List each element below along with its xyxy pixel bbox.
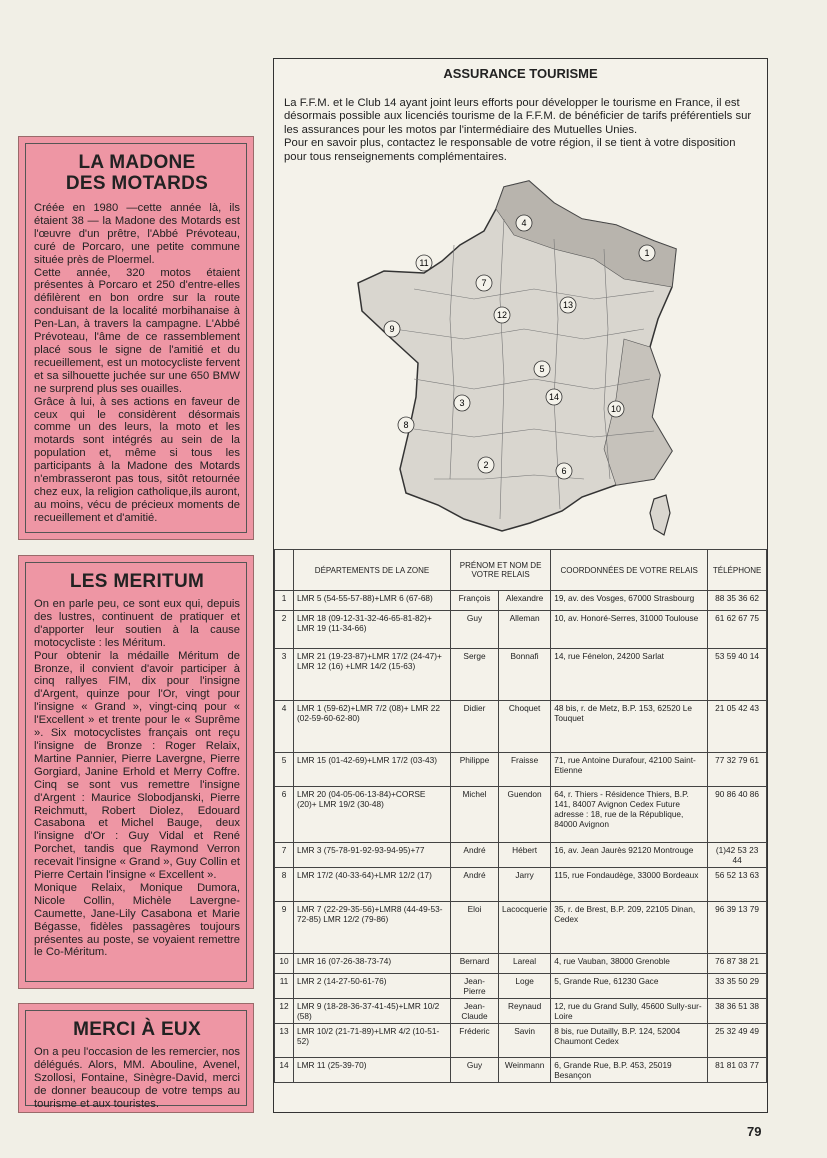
header-departements: DÉPARTEMENTS DE LA ZONE — [294, 550, 451, 591]
prenom-cell: André — [451, 868, 499, 902]
assurance-panel — [273, 58, 768, 1113]
header-relais: PRÉNOM ET NOM DE VOTRE RELAIS — [451, 550, 551, 591]
merci-paragraph: On a peu l'occasion de les remercier, nos délégués. Alors, MM. Abouline, Avenel, Szollosi, Fontaine, Sinègre-David, merci de donner beaucoup de votre temps au tourisme et aux touristes. — [34, 1046, 240, 1110]
prenom-cell: Philippe — [451, 753, 499, 787]
table-row — [275, 1024, 767, 1058]
meritum-paragraph: On en parle peu, ce sont eux qui, depuis des lustres, continuent de pratiquer et d'apporter leur soutien à la cause motocycliste : les Méritum. — [34, 598, 240, 649]
zone-cell: LMR 18 (09-12-31-32-46-65-81-82)+ LMR 19 (11-34-66) — [294, 611, 451, 649]
prenom-cell: Bernard — [451, 954, 499, 974]
row-number: 5 — [275, 753, 294, 787]
table-row — [275, 753, 767, 787]
row-number: 8 — [275, 868, 294, 902]
nom-cell: Weinmann — [498, 1058, 550, 1083]
region-number-label: 7 — [481, 278, 487, 288]
tel-cell: (1)42 53 23 44 — [708, 843, 767, 868]
tel-cell: 77 32 79 61 — [708, 753, 767, 787]
table-row — [275, 591, 767, 611]
row-number: 3 — [275, 649, 294, 701]
adresse-cell: 19, av. des Vosges, 67000 Strasbourg — [551, 591, 708, 611]
table-row — [275, 868, 767, 902]
zone-cell: LMR 21 (19-23-87)+LMR 17/2 (24-47)+ LMR 12 (16) +LMR 14/2 (15-63) — [294, 649, 451, 701]
nom-cell: Lareal — [498, 954, 550, 974]
header-coordonnees: COORDONNÉES DE VOTRE RELAIS — [551, 550, 708, 591]
nom-cell: Jarry — [498, 868, 550, 902]
zone-cell: LMR 11 (25-39-70) — [294, 1058, 451, 1083]
zone-cell: LMR 5 (54-55-57-88)+LMR 6 (67-68) — [294, 591, 451, 611]
prenom-cell: Didier — [451, 701, 499, 753]
adresse-cell: 71, rue Antoine Durafour, 42100 Saint-Etienne — [551, 753, 708, 787]
table-row — [275, 649, 767, 701]
zone-cell: LMR 17/2 (40-33-64)+LMR 12/2 (17) — [294, 868, 451, 902]
prenom-cell: André — [451, 843, 499, 868]
zone-cell: LMR 20 (04-05-06-13-84)+CORSE (20)+ LMR 19/2 (30-48) — [294, 787, 451, 843]
table-row — [275, 701, 767, 753]
nom-cell: Reynaud — [498, 999, 550, 1024]
meritum-paragraph: Monique Relaix, Monique Dumora, Nicole Collin, Michèle Lavergne-Caumette, Jane-Lily Casabona et Marie Bégasse, fidèles passagères toujours présentes au poste, se voyaient remettre le Co-Méritum. — [34, 881, 240, 959]
region-number-label: 4 — [521, 218, 527, 228]
tel-cell: 38 36 51 38 — [708, 999, 767, 1024]
nom-cell: Guendon — [498, 787, 550, 843]
prenom-cell: Guy — [451, 611, 499, 649]
region-number-label: 12 — [496, 310, 508, 320]
corsica-shape — [650, 495, 670, 535]
madone-title: LA MADONE DES MOTARDS — [65, 152, 209, 194]
tel-cell: 53 59 40 14 — [708, 649, 767, 701]
nom-cell: Alleman — [498, 611, 550, 649]
adresse-cell: 6, Grande Rue, B.P. 453, 25019 Besançon — [551, 1058, 708, 1083]
adresse-cell: 16, av. Jean Jaurès 92120 Montrouge — [551, 843, 708, 868]
zone-cell: LMR 10/2 (21-71-89)+LMR 4/2 (10-51-52) — [294, 1024, 451, 1058]
region-number-label: 14 — [548, 392, 560, 402]
header-telephone: TÉLÉPHONE — [708, 550, 767, 591]
nom-cell: Savin — [498, 1024, 550, 1058]
meritum-paragraph: Pour obtenir la médaille Méritum de Bronze, il convient d'avoir participer à cinq rallyes FIM, dix pour l'insigne d'Argent, quinze pour l'Or, vingt pour l'insigne « Grand », vingt-cinq pour « l'Excellent » et trente pour le « Suprême ». Six motocyclistes français ont reçu l'insigne de Bronze : Roger Relaix, Martine Pannier, Pierre Lavergne, Pierre Gorgiard, Janine Erhold et Merry Coffre. Cinq se sont vus remettre l'insigne d'Argent : Maurice Slobodjanski, Pierre Reichmutt, Robert Diolez, Edouard Casabona et Michel Bauge, deux l'insigne d'Or : Guy Vidal et René Porchet, tandis que Raymond Verron recevait l'insigne « Grand », Guy Collin et Pierre Certain l'insigne « Excellent ». — [34, 649, 240, 882]
region-number-label: 10 — [610, 404, 622, 414]
table-row — [275, 843, 767, 868]
row-number: 6 — [275, 787, 294, 843]
madone-box — [18, 136, 254, 540]
row-number: 10 — [275, 954, 294, 974]
region-number-label: 8 — [403, 420, 409, 430]
nom-cell: Bonnafi — [498, 649, 550, 701]
prenom-cell: Guy — [451, 1058, 499, 1083]
row-number: 12 — [275, 999, 294, 1024]
tel-cell: 61 62 67 75 — [708, 611, 767, 649]
row-number: 1 — [275, 591, 294, 611]
adresse-cell: 8 bis, rue Dutailly, B.P. 124, 52004 Chaumont Cedex — [551, 1024, 708, 1058]
assurance-intro — [284, 97, 756, 164]
adresse-cell: 64, r. Thiers - Résidence Thiers, B.P. 141, 84007 Avignon Cedex Future adresse : 18, rue de la République, 84000 Avignon — [551, 787, 708, 843]
prenom-cell: Serge — [451, 649, 499, 701]
row-number: 4 — [275, 701, 294, 753]
assurance-title: ASSURANCE TOURISME — [443, 66, 598, 81]
tel-cell: 81 81 03 77 — [708, 1058, 767, 1083]
row-number: 13 — [275, 1024, 294, 1058]
nom-cell: Loge — [498, 974, 550, 999]
tel-cell: 21 05 42 43 — [708, 701, 767, 753]
zone-cell: LMR 2 (14-27-50-61-76) — [294, 974, 451, 999]
prenom-cell: Michel — [451, 787, 499, 843]
table-row — [275, 999, 767, 1024]
prenom-cell: Jean-Claude — [451, 999, 499, 1024]
tel-cell: 88 35 36 62 — [708, 591, 767, 611]
assurance-intro-p1: La F.F.M. et le Club 14 ayant joint leurs efforts pour développer le tourisme en France, il est désormais possible aux licenciés tourisme de la F.F.M. de bénéficier de tarifs préférentiels sur les assurances pour les motos par l'intermédiaire des Mutuelles Unies. — [284, 97, 752, 136]
table-row — [275, 902, 767, 954]
meritum-title: LES MERITUM — [69, 571, 205, 592]
adresse-cell: 12, rue du Grand Sully, 45600 Sully-sur-Loire — [551, 999, 708, 1024]
tel-cell: 96 39 13 79 — [708, 902, 767, 954]
region-number-label: 3 — [459, 398, 465, 408]
assurance-intro-p2: Pour en savoir plus, contactez le responsable de votre région, il se tient à votre disposition pour tous renseignements complémentaires. — [284, 137, 736, 163]
tel-cell: 33 35 50 29 — [708, 974, 767, 999]
table-row — [275, 954, 767, 974]
adresse-cell: 35, r. de Brest, B.P. 209, 22105 Dinan, Cedex — [551, 902, 708, 954]
adresse-cell: 10, av. Honoré-Serres, 31000 Toulouse — [551, 611, 708, 649]
table-row — [275, 611, 767, 649]
region-number-label: 5 — [539, 364, 545, 374]
tel-cell: 25 32 49 49 — [708, 1024, 767, 1058]
row-number: 9 — [275, 902, 294, 954]
madone-paragraph: Grâce à lui, à ses actions en faveur de ceux qui le considèrent désormais comme un des leurs, la moto et les motards sont intégrés au sein de la population et, même si tous les participants à la Madone des Motards n'embrasseront pas tous, sitôt retournée chez eux, la religion catholique,ils auront, au moins, vécu de précieux moments de recueillement et d'amitié. — [34, 395, 240, 524]
nom-cell: Choquet — [498, 701, 550, 753]
adresse-cell: 115, rue Fondaudège, 33000 Bordeaux — [551, 868, 708, 902]
merci-box — [18, 1003, 254, 1113]
france-regions-map — [354, 179, 694, 539]
table-row — [275, 787, 767, 843]
page-number: 79 — [747, 1124, 762, 1139]
zone-cell: LMR 3 (75-78-91-92-93-94-95)+77 — [294, 843, 451, 868]
region-number-label: 2 — [483, 460, 489, 470]
nom-cell: Hébert — [498, 843, 550, 868]
region-number-label: 6 — [561, 466, 567, 476]
prenom-cell: Eloi — [451, 902, 499, 954]
region-number-label: 11 — [419, 258, 429, 268]
zone-cell: LMR 7 (22-29-35-56)+LMR8 (44-49-53-72-85) LMR 12/2 (79-86) — [294, 902, 451, 954]
table-header-row — [275, 550, 767, 591]
tel-cell: 56 52 13 63 — [708, 868, 767, 902]
nom-cell: Fraisse — [498, 753, 550, 787]
zone-cell: LMR 1 (59-62)+LMR 7/2 (08)+ LMR 22 (02-59-60-62-80) — [294, 701, 451, 753]
adresse-cell: 5, Grande Rue, 61230 Gace — [551, 974, 708, 999]
prenom-cell: Jean-Pierre — [451, 974, 499, 999]
region-number-label: 1 — [644, 248, 650, 258]
tel-cell: 90 86 40 86 — [708, 787, 767, 843]
meritum-box — [18, 555, 254, 989]
row-number: 11 — [275, 974, 294, 999]
region-number-label: 13 — [562, 300, 574, 310]
nom-cell: Alexandre — [498, 591, 550, 611]
madone-paragraph: Cette année, 320 motos étaient présentes à Porcaro et 250 d'entre-elles défilèrent en bon ordre sur la route conduisant de la localité morbihanaise à Pen-Lan, à travers la campagne. L'Abbé Prévoteau, l'âme de ce rassemblement placé sous le signe de l'amitié et du recueillement, est un motocycliste fervent et sa silhouette juchée sur une 650 BMW ne surprend plus ses ouailles. — [34, 266, 240, 395]
relais-table — [274, 549, 767, 1083]
adresse-cell: 48 bis, r. de Metz, B.P. 153, 62520 Le Touquet — [551, 701, 708, 753]
adresse-cell: 14, rue Fénelon, 24200 Sarlat — [551, 649, 708, 701]
adresse-cell: 4, rue Vauban, 38000 Grenoble — [551, 954, 708, 974]
row-number: 2 — [275, 611, 294, 649]
nom-cell: Lacocquerie — [498, 902, 550, 954]
zone-cell: LMR 15 (01-42-69)+LMR 17/2 (03-43) — [294, 753, 451, 787]
row-number: 7 — [275, 843, 294, 868]
tel-cell: 76 87 38 21 — [708, 954, 767, 974]
table-row — [275, 1058, 767, 1083]
row-number: 14 — [275, 1058, 294, 1083]
zone-cell: LMR 16 (07-26-38-73-74) — [294, 954, 451, 974]
prenom-cell: François — [451, 591, 499, 611]
zone-cell: LMR 9 (18-28-36-37-41-45)+LMR 10/2 (58) — [294, 999, 451, 1024]
region-number-label: 9 — [389, 324, 395, 334]
merci-title: MERCI À EUX — [73, 1019, 201, 1040]
prenom-cell: Fréderic — [451, 1024, 499, 1058]
madone-paragraph: Créée en 1980 —cette année là, ils étaient 38 — la Madone des Motards est l'œuvre d'un prêtre, l'Abbé Prévoteau, curé de Porcaro, une petite commune située près de Ploermel. — [34, 202, 240, 266]
table-row — [275, 974, 767, 999]
